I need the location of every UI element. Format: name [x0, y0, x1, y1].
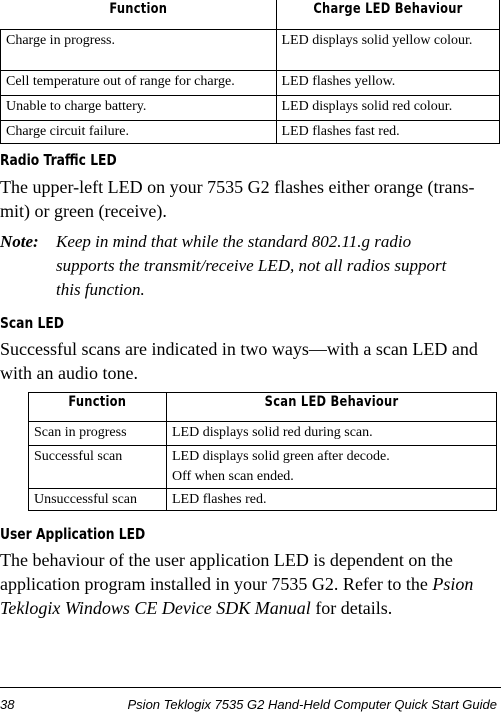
- table-row: Unsuccessful scan LED flashes red.: [29, 489, 497, 511]
- scan-led-table: [28, 392, 497, 511]
- page-number: 38: [0, 697, 15, 712]
- table-row: Cell temperature out of range for charge. LED flashes yellow.: [1, 70, 500, 95]
- user-app-body: The behaviour of the user application LED is dependent on the application program installed in your 7535 G2. Refer to the Psion Teklogix Windows CE Device SDK Manual for details.: [0, 550, 474, 618]
- radio-traffic-body: The upper-left LED on your 7535 G2 flashes either orange (trans- mit) or green (receive).: [0, 177, 475, 221]
- table-row: Charge circuit failure. LED flashes fast red.: [1, 120, 500, 143]
- note-label: Note:: [0, 232, 39, 251]
- table-row: Successful scan LED displays solid green after decode. Off when scan ended.: [29, 446, 497, 489]
- charge-table-header-function: Function: [1, 0, 277, 29]
- footer-rule: [0, 687, 501, 688]
- charge-led-table: [0, 0, 500, 144]
- user-app-heading: User Application LED: [0, 525, 146, 543]
- charge-table-header-behaviour: Charge LED Behaviour: [276, 0, 500, 29]
- radio-traffic-heading: Radio Traffic LED: [0, 151, 117, 169]
- table-row: Charge in progress. LED displays solid yellow colour.: [1, 29, 500, 70]
- scan-table-header-behaviour: Scan LED Behaviour: [167, 393, 497, 422]
- table-row: Scan in progress LED displays solid red during scan.: [29, 422, 497, 446]
- scan-table-header-function: Function: [29, 393, 167, 422]
- footer-title: Psion Teklogix 7535 G2 Hand-Held Computer Quick Start Guide: [127, 697, 497, 712]
- scan-led-heading: Scan LED: [0, 314, 64, 332]
- table-row: Unable to charge battery. LED displays solid red colour.: [1, 95, 500, 120]
- scan-led-body: Successful scans are indicated in two ways—with a scan LED and with an audio tone.: [0, 339, 478, 383]
- note-text: Keep in mind that while the standard 802.11.g radio supports the transmit/receive LED, not all radios support this function.: [56, 232, 447, 299]
